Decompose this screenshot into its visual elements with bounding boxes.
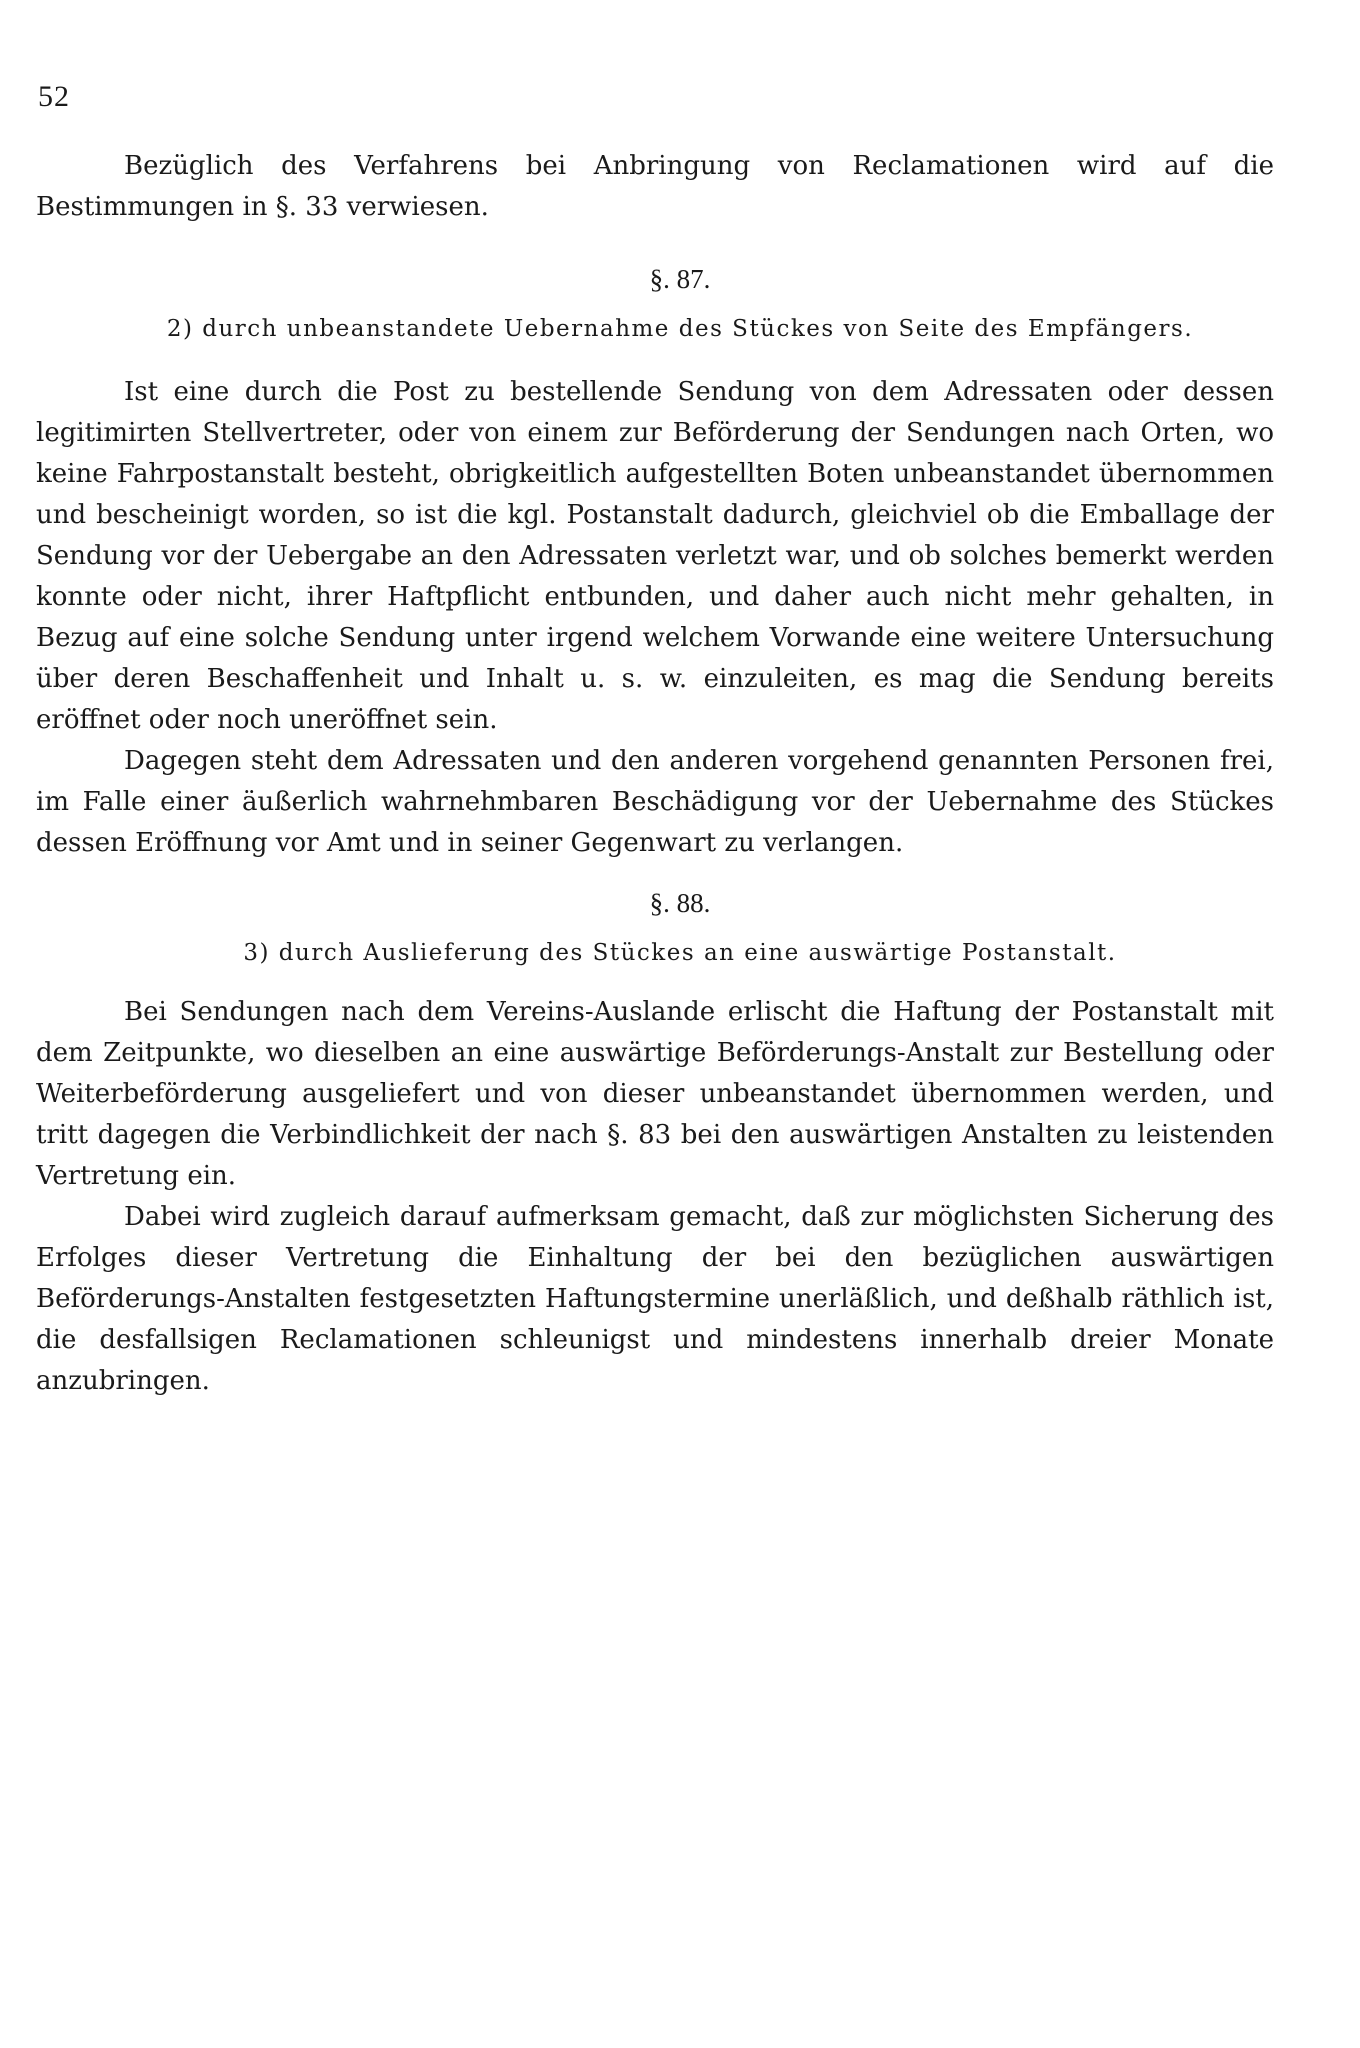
page-number: 52 bbox=[38, 80, 70, 113]
section-88-paragraph-2: Dabei wird zugleich darauf aufmerksam gemacht, daß zur möglichsten Sicherung des Erfolges dieser Vertretung die Einhaltung der bei den bezüglichen auswärtigen Beförderungs-Anstalten festgesetzten Haftungstermine unerläßlich, und deßhalb räthlich ist, die desfallsigen Reclamationen schleunigst und mindestens innerhalb dreier Monate anzubringen. bbox=[36, 1202, 1274, 1396]
section-87-subheading: 2) durch unbeanstandete Uebernahme des Stückes von Seite des Empfängers. bbox=[166, 316, 1194, 342]
section-88-heading: §. 88. bbox=[649, 888, 711, 918]
section-87-paragraph-1: Ist eine durch die Post zu bestellende Sendung von dem Adressaten oder dessen legitimirten Stellvertreter, oder von einem zur Beförderung der Sendungen nach Orten, wo keine Fahrpostanstalt besteht, obrigkeitlich aufgestellten Boten unbeanstandet übernommen und bescheinigt worden, so ist die kgl. Postanstalt dadurch, gleichviel ob die Emballage der Sendung vor der Uebergabe an den Adressaten verletzt war, und ob solches bemerkt werden konnte oder nicht, ihrer Haftpflicht entbunden, und daher auch nicht mehr gehalten, in Bezug auf eine solche Sendung unter irgend welchem Vorwande eine weitere Untersuchung über deren Beschaffenheit und Inhalt u. s. w. einzuleiten, es mag die Sendung bereits eröffnet oder noch uneröffnet sein. bbox=[36, 377, 1274, 735]
section-88-body bbox=[36, 992, 1274, 1402]
section-87-heading: §. 87. bbox=[649, 264, 711, 294]
section-88-subheading: 3) durch Auslieferung des Stückes an eine auswärtige Postanstalt. bbox=[243, 940, 1117, 966]
section-88-paragraph-1: Bei Sendungen nach dem Vereins-Auslande erlischt die Haftung der Postanstalt mit dem Zeitpunkte, wo dieselben an eine auswärtige Beförderungs-Anstalt zur Bestellung oder Weiterbeförderung ausgeliefert und von dieser unbeanstandet übernommen werden, und tritt dagegen die Verbindlichkeit der nach §. 83 bei den auswärtigen Anstalten zu leistenden Vertretung ein. bbox=[36, 997, 1274, 1191]
section-87-paragraph-2: Dagegen steht dem Adressaten und den anderen vorgehend genannten Personen frei, im Falle einer äußerlich wahrnehmbaren Beschädigung vor der Uebernahme des Stückes dessen Eröffnung vor Amt und in seiner Gegenwart zu verlangen. bbox=[36, 746, 1274, 858]
intro-paragraph: Bezüglich des Verfahrens bei Anbringung von Reclamationen wird auf die Bestimmungen in §. 33 verwiesen. bbox=[36, 151, 1274, 222]
section-87-body bbox=[36, 372, 1274, 864]
intro-block bbox=[36, 146, 1274, 228]
